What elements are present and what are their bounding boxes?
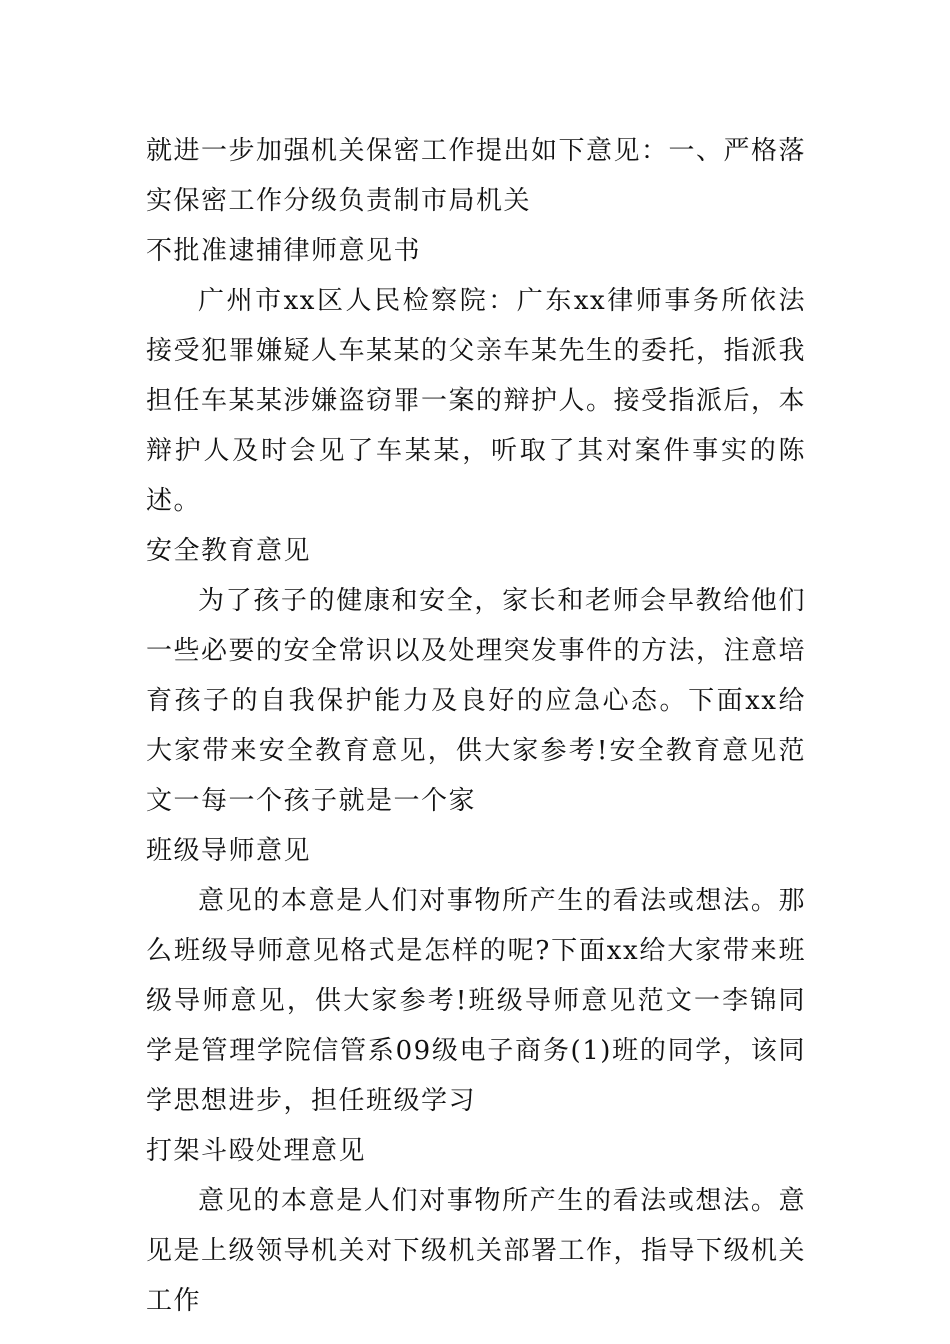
paragraph-class-tutor: 意见的本意是人们对事物所产生的看法或想法。那么班级导师意见格式是怎样的呢?下面xx给大家带来班级导师意见，供大家参考!班级导师意见范文一李锦同学是管理学院信管系09级电子商务(1)班的同学，该同学思想进步，担任班级学习 xyxy=(146,886,806,1116)
document-body xyxy=(146,126,806,1326)
paragraph-safety-education: 为了孩子的健康和安全，家长和老师会早教给他们一些必要的安全常识以及处理突发事件的方法，注意培育孩子的自我保护能力及良好的应急心态。下面xx给大家带来安全教育意见，供大家参考!安全教育意见范文一每一个孩子就是一个家 xyxy=(146,586,807,816)
paragraph-lawyer-opinion: 广州市xx区人民检察院：广东xx律师事务所依法接受犯罪嫌疑人车某某的父亲车某先生的委托，指派我担任车某某涉嫌盗窃罪一案的辩护人。接受指派后，本辩护人及时会见了车某某，听取了其对案件事实的陈述。 xyxy=(146,286,807,516)
paragraph-intro: 就进一步加强机关保密工作提出如下意见：一、严格落实保密工作分级负责制市局机关 xyxy=(146,136,807,216)
paragraph-fight-handling: 意见的本意是人们对事物所产生的看法或想法。意见是上级领导机关对下级机关部署工作，指导下级机关工作 xyxy=(146,1186,807,1316)
section-heading-lawyer-opinion: 不批准逮捕律师意见书 xyxy=(146,236,422,266)
section-heading-class-tutor: 班级导师意见 xyxy=(146,836,312,866)
section-heading-safety-education: 安全教育意见 xyxy=(146,536,312,566)
section-heading-fight-handling: 打架斗殴处理意见 xyxy=(146,1136,367,1166)
